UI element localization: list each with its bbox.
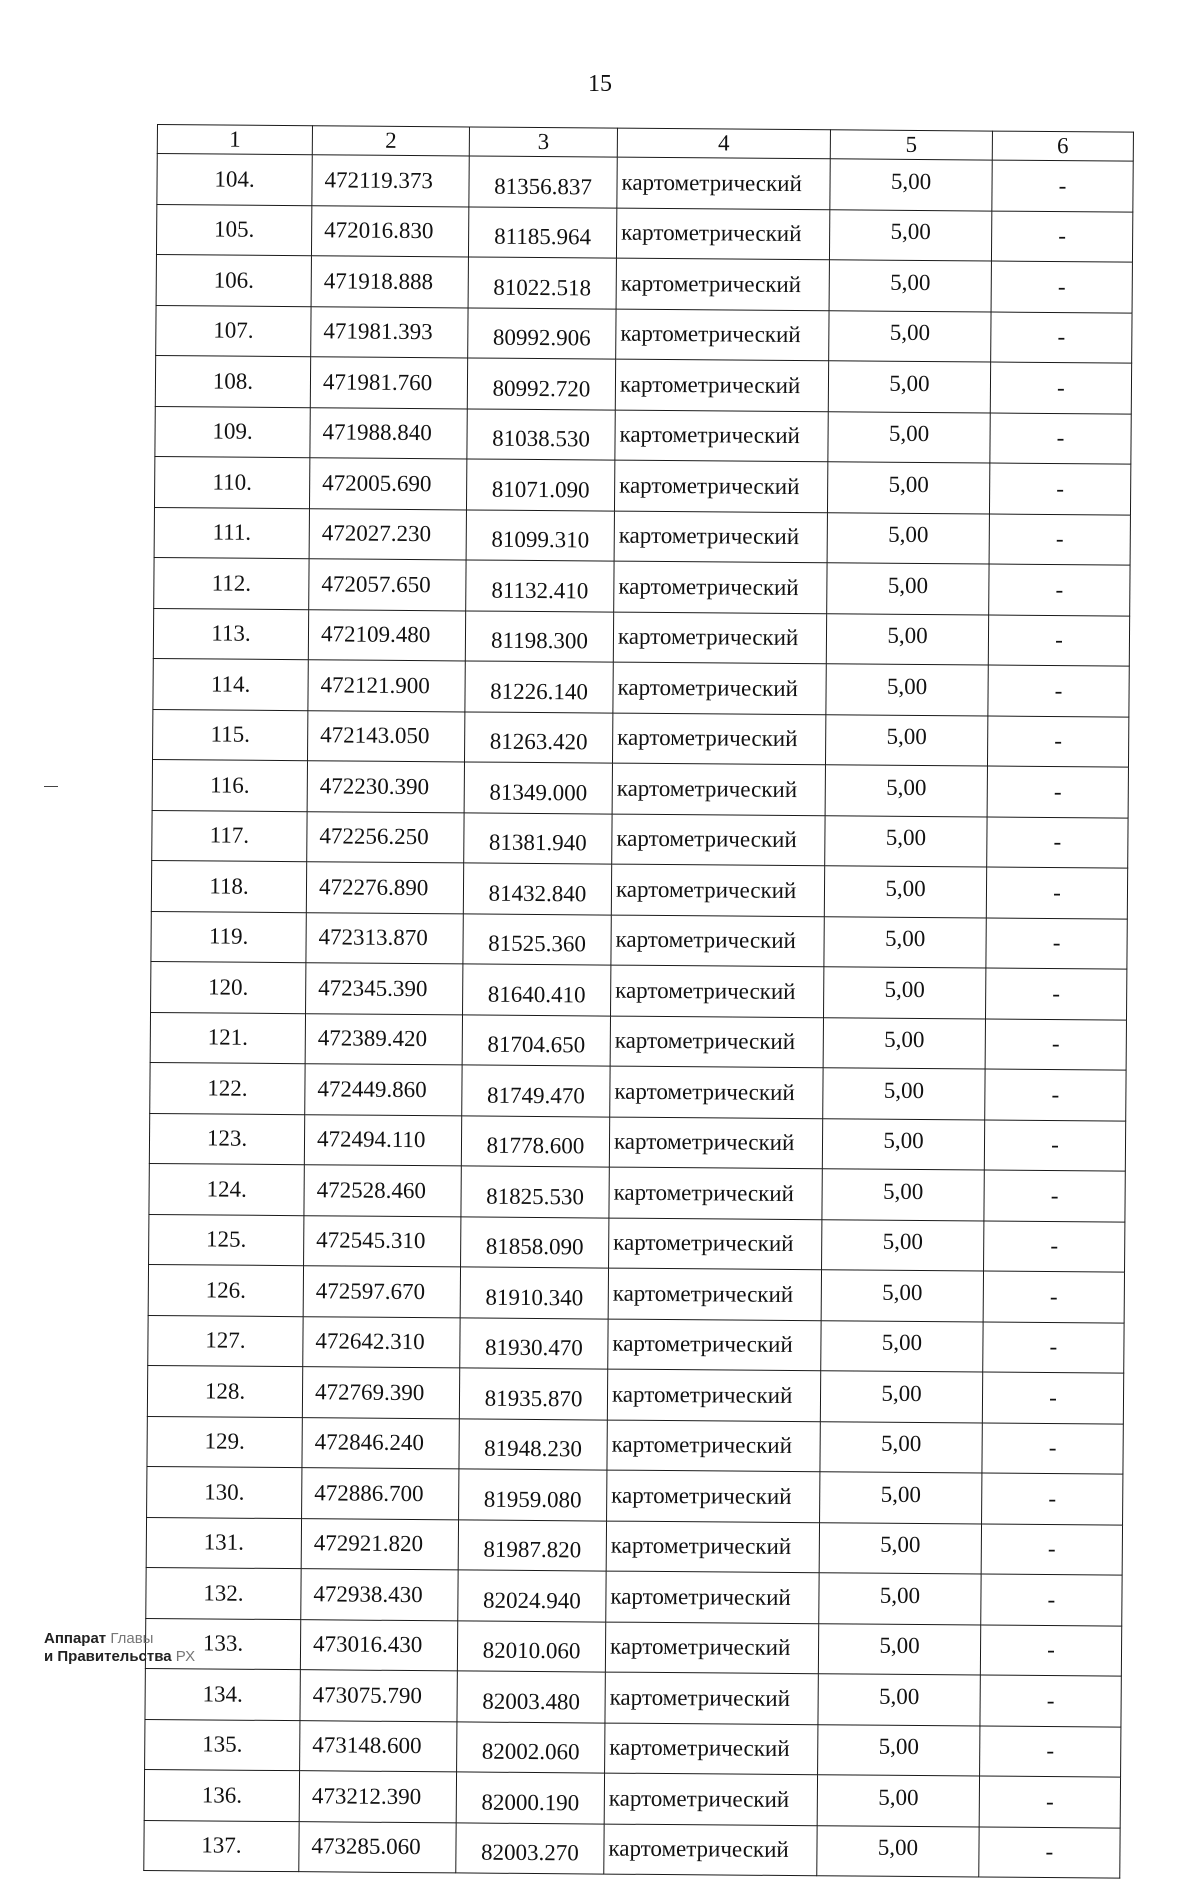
coord-x-cell: 471981.393	[311, 306, 468, 358]
table-row	[149, 1163, 1125, 1221]
point-number-cell: 125.	[149, 1214, 304, 1266]
coord-x-cell: 472027.230	[309, 508, 466, 560]
point-number-cell: 110.	[154, 456, 309, 508]
point-number-cell: 117.	[152, 810, 307, 862]
point-number-cell: 109.	[155, 406, 310, 458]
table-row	[153, 658, 1129, 716]
coord-x-cell: 472345.390	[306, 963, 463, 1015]
coord-y-cell: 81071.090	[466, 459, 614, 511]
coord-x-cell: 472057.650	[309, 559, 466, 611]
table-row	[156, 305, 1132, 363]
coord-y-cell: 81099.310	[466, 509, 614, 561]
coord-y-cell: 81132.410	[466, 560, 614, 612]
stamp-line-1-rest: Главы	[110, 1630, 154, 1647]
method-cell: картометрический	[605, 1672, 818, 1724]
method-cell: картометрический	[615, 410, 828, 462]
point-number-cell: 131.	[146, 1517, 301, 1569]
header-col-4: 4	[617, 128, 830, 159]
note-cell: -	[989, 514, 1130, 566]
coord-x-cell: 472119.373	[312, 155, 469, 207]
accuracy-cell: 5,00	[817, 1775, 979, 1827]
accuracy-cell: 5,00	[819, 1522, 981, 1574]
header-col-3: 3	[469, 127, 617, 157]
method-cell: картометрический	[611, 965, 824, 1017]
table-row	[151, 911, 1127, 969]
note-cell: -	[983, 1271, 1124, 1323]
coord-x-cell: 472642.310	[303, 1316, 460, 1368]
point-number-cell: 129.	[147, 1416, 302, 1468]
table-row	[148, 1315, 1124, 1373]
table-row	[157, 154, 1133, 212]
coord-y-cell: 81987.820	[458, 1519, 606, 1571]
method-cell: картометрический	[616, 208, 829, 260]
point-number-cell: 112.	[154, 557, 309, 609]
method-cell: картометрический	[611, 864, 824, 916]
accuracy-cell: 5,00	[824, 967, 986, 1019]
accuracy-cell: 5,00	[827, 512, 989, 564]
accuracy-cell: 5,00	[822, 1219, 984, 1271]
note-cell: -	[987, 766, 1128, 818]
accuracy-cell: 5,00	[823, 1017, 985, 1069]
method-cell: картометрический	[612, 763, 825, 815]
stamp-line-1-bold: Аппарат	[44, 1630, 107, 1647]
table-row	[144, 1820, 1120, 1878]
method-cell: картометрический	[608, 1268, 821, 1320]
coord-y-cell: 81749.470	[462, 1065, 610, 1117]
coord-y-cell: 81263.420	[464, 711, 612, 763]
method-cell: картометрический	[609, 1167, 822, 1219]
note-cell: -	[982, 1372, 1123, 1424]
coord-x-cell: 473285.060	[299, 1821, 456, 1873]
point-number-cell: 108.	[155, 355, 310, 407]
coord-x-cell: 472143.050	[308, 710, 465, 762]
note-cell: -	[989, 463, 1130, 515]
coord-y-cell: 81704.650	[462, 1014, 610, 1066]
table-row	[154, 557, 1130, 615]
coord-x-cell: 472528.460	[304, 1165, 461, 1217]
coord-y-cell: 82024.940	[458, 1570, 606, 1622]
accuracy-cell: 5,00	[820, 1371, 982, 1423]
note-cell: -	[985, 1019, 1126, 1071]
point-number-cell: 106.	[156, 254, 311, 306]
coord-y-cell: 82003.480	[457, 1671, 605, 1723]
coord-y-cell: 80992.720	[467, 358, 615, 410]
coord-y-cell: 81935.870	[459, 1368, 607, 1420]
point-number-cell: 122.	[150, 1062, 305, 1114]
point-number-cell: 118.	[151, 860, 306, 912]
table-body	[144, 154, 1133, 1879]
point-number-cell: 116.	[152, 759, 307, 811]
note-cell: -	[992, 160, 1133, 212]
note-cell: -	[984, 1170, 1125, 1222]
method-cell: картометрический	[605, 1622, 818, 1674]
coord-y-cell: 81226.140	[465, 661, 613, 713]
coord-x-cell: 472109.480	[308, 609, 465, 661]
method-cell: картометрический	[604, 1773, 817, 1825]
stamp-line-2-rest: РХ	[175, 1648, 196, 1665]
accuracy-cell: 5,00	[818, 1674, 980, 1726]
table-row	[156, 204, 1132, 262]
point-number-cell: 114.	[153, 658, 308, 710]
table-row	[150, 1012, 1126, 1070]
coord-y-cell: 81038.530	[467, 408, 615, 460]
note-cell: -	[980, 1726, 1121, 1778]
table-row	[155, 406, 1131, 464]
coord-x-cell: 472389.420	[305, 1013, 462, 1065]
note-cell: -	[991, 211, 1132, 263]
table-row	[155, 355, 1131, 413]
method-cell: картометрический	[610, 1066, 823, 1118]
coord-x-cell: 472921.820	[301, 1518, 458, 1570]
coord-y-cell: 81930.470	[460, 1317, 608, 1369]
point-number-cell: 105.	[156, 204, 311, 256]
note-cell: -	[982, 1473, 1123, 1525]
stamp-line-1	[44, 1630, 195, 1648]
coord-y-cell: 82000.190	[456, 1772, 604, 1824]
coord-x-cell: 472005.690	[309, 458, 466, 510]
accuracy-cell: 5,00	[818, 1623, 980, 1675]
table-row	[154, 456, 1130, 514]
coordinates-table	[143, 124, 1134, 1879]
accuracy-cell: 5,00	[823, 1068, 985, 1120]
table-row	[150, 1062, 1126, 1120]
coord-y-cell: 81381.940	[464, 812, 612, 864]
accuracy-cell: 5,00	[824, 866, 986, 918]
table-row	[153, 608, 1129, 666]
coord-x-cell: 472449.860	[305, 1064, 462, 1116]
coord-y-cell: 81959.080	[459, 1469, 607, 1521]
coord-x-cell: 472846.240	[302, 1417, 459, 1469]
point-number-cell: 107.	[156, 305, 311, 357]
point-number-cell: 127.	[148, 1315, 303, 1367]
note-cell: -	[980, 1625, 1121, 1677]
note-cell: -	[979, 1776, 1120, 1828]
point-number-cell: 135.	[145, 1719, 300, 1771]
coord-x-cell: 472938.430	[301, 1569, 458, 1621]
note-cell: -	[989, 564, 1130, 616]
coord-x-cell: 472886.700	[302, 1468, 459, 1520]
accuracy-cell: 5,00	[830, 159, 992, 211]
accuracy-cell: 5,00	[826, 613, 988, 665]
page-number: 15	[588, 71, 612, 97]
coord-x-cell: 472494.110	[304, 1114, 461, 1166]
organization-stamp	[44, 1630, 195, 1666]
header-col-2: 2	[312, 126, 469, 156]
coord-y-cell: 82002.060	[457, 1721, 605, 1773]
method-cell: картометрический	[616, 258, 829, 310]
accuracy-cell: 5,00	[829, 209, 991, 261]
note-cell: -	[987, 817, 1128, 869]
method-cell: картометрический	[609, 1218, 822, 1270]
coord-y-cell: 81825.530	[461, 1166, 609, 1218]
coord-x-cell: 471988.840	[310, 407, 467, 459]
coord-x-cell: 472256.250	[307, 811, 464, 863]
header-col-1: 1	[157, 125, 312, 155]
coord-x-cell: 473075.790	[300, 1670, 457, 1722]
method-cell: картометрический	[617, 157, 830, 209]
accuracy-cell: 5,00	[822, 1118, 984, 1170]
coord-x-cell: 472597.670	[303, 1266, 460, 1318]
coord-y-cell: 81022.518	[468, 257, 616, 309]
coord-y-cell: 81185.964	[468, 206, 616, 258]
point-number-cell: 111.	[154, 507, 309, 559]
coord-y-cell: 81432.840	[463, 863, 611, 915]
accuracy-cell: 5,00	[825, 815, 987, 867]
method-cell: картометрический	[616, 309, 829, 361]
method-cell: картометрический	[608, 1319, 821, 1371]
coord-y-cell: 81778.600	[461, 1115, 609, 1167]
method-cell: картометрический	[612, 814, 825, 866]
note-cell: -	[991, 312, 1132, 364]
point-number-cell: 130.	[147, 1466, 302, 1518]
note-cell: -	[988, 615, 1129, 667]
point-number-cell: 113.	[153, 608, 308, 660]
coord-x-cell: 471918.888	[311, 256, 468, 308]
coord-x-cell: 472276.890	[306, 862, 463, 914]
note-cell: -	[986, 867, 1127, 919]
accuracy-cell: 5,00	[829, 260, 991, 312]
header-col-5: 5	[830, 130, 992, 160]
table-row	[152, 759, 1128, 817]
margin-mark	[44, 786, 58, 787]
accuracy-cell: 5,00	[828, 361, 990, 413]
accuracy-cell: 5,00	[817, 1825, 979, 1877]
header-col-6: 6	[992, 131, 1133, 161]
note-cell: -	[986, 918, 1127, 970]
note-cell: -	[991, 261, 1132, 313]
point-number-cell: 133.	[145, 1618, 300, 1670]
note-cell: -	[984, 1120, 1125, 1172]
accuracy-cell: 5,00	[821, 1270, 983, 1322]
note-cell: -	[990, 362, 1131, 414]
table-row	[144, 1769, 1120, 1827]
method-cell: картометрический	[604, 1824, 817, 1876]
method-cell: картометрический	[613, 612, 826, 664]
accuracy-cell: 5,00	[822, 1169, 984, 1221]
accuracy-cell: 5,00	[820, 1472, 982, 1524]
coord-y-cell: 81640.410	[463, 964, 611, 1016]
point-number-cell: 119.	[151, 911, 306, 963]
coord-y-cell: 82010.060	[457, 1620, 605, 1672]
note-cell: -	[981, 1524, 1122, 1576]
note-cell: -	[985, 968, 1126, 1020]
accuracy-cell: 5,00	[829, 310, 991, 362]
coord-x-cell: 472230.390	[307, 761, 464, 813]
coord-x-cell: 473016.430	[300, 1619, 457, 1671]
point-number-cell: 136.	[144, 1769, 299, 1821]
accuracy-cell: 5,00	[827, 462, 989, 514]
method-cell: картометрический	[607, 1369, 820, 1421]
point-number-cell: 120.	[151, 961, 306, 1013]
point-number-cell: 134.	[145, 1668, 300, 1720]
point-number-cell: 104.	[157, 154, 312, 206]
table-row	[146, 1517, 1122, 1575]
coord-y-cell: 81525.360	[463, 913, 611, 965]
coord-y-cell: 81198.300	[465, 610, 613, 662]
method-cell: картометрический	[614, 561, 827, 613]
method-cell: картометрический	[613, 662, 826, 714]
accuracy-cell: 5,00	[819, 1573, 981, 1625]
point-number-cell: 137.	[144, 1820, 299, 1872]
method-cell: картометрический	[606, 1521, 819, 1573]
method-cell: картометрический	[607, 1470, 820, 1522]
coord-y-cell: 82003.270	[456, 1822, 604, 1874]
accuracy-cell: 5,00	[825, 714, 987, 766]
coord-x-cell: 472016.830	[311, 205, 468, 257]
method-cell: картометрический	[615, 359, 828, 411]
method-cell: картометрический	[614, 460, 827, 512]
accuracy-cell: 5,00	[826, 664, 988, 716]
coord-x-cell: 472545.310	[304, 1215, 461, 1267]
accuracy-cell: 5,00	[820, 1421, 982, 1473]
coord-x-cell: 472313.870	[306, 912, 463, 964]
point-number-cell: 132.	[146, 1567, 301, 1619]
point-number-cell: 115.	[153, 709, 308, 761]
method-cell: картометрический	[612, 713, 825, 765]
coord-x-cell: 472121.900	[308, 660, 465, 712]
table-row	[152, 810, 1128, 868]
accuracy-cell: 5,00	[828, 411, 990, 463]
coord-y-cell: 80992.906	[468, 307, 616, 359]
accuracy-cell: 5,00	[821, 1320, 983, 1372]
table-row	[147, 1466, 1123, 1524]
note-cell: -	[990, 413, 1131, 465]
table-row	[151, 860, 1127, 918]
note-cell: -	[988, 665, 1129, 717]
coord-x-cell: 473148.600	[300, 1720, 457, 1772]
coord-y-cell: 81948.230	[459, 1418, 607, 1470]
method-cell: картометрический	[606, 1571, 819, 1623]
accuracy-cell: 5,00	[824, 916, 986, 968]
coord-x-cell: 471981.760	[310, 357, 467, 409]
table-row	[149, 1214, 1125, 1272]
table-row	[146, 1567, 1122, 1625]
table-row	[148, 1264, 1124, 1322]
method-cell: картометрический	[607, 1420, 820, 1472]
method-cell: картометрический	[614, 511, 827, 563]
table-row	[145, 1719, 1121, 1777]
point-number-cell: 121.	[150, 1012, 305, 1064]
coord-y-cell: 81910.340	[460, 1267, 608, 1319]
coord-y-cell: 81356.837	[469, 156, 617, 208]
table-row	[147, 1365, 1123, 1423]
table-row	[151, 961, 1127, 1019]
accuracy-cell: 5,00	[827, 563, 989, 615]
table-row	[154, 507, 1130, 565]
stamp-line-2	[44, 1648, 195, 1666]
method-cell: картометрический	[610, 1016, 823, 1068]
stamp-line-2-bold: и Правительства	[44, 1648, 172, 1665]
method-cell: картометрический	[611, 915, 824, 967]
point-number-cell: 128.	[147, 1365, 302, 1417]
note-cell: -	[985, 1069, 1126, 1121]
note-cell: -	[981, 1574, 1122, 1626]
method-cell: картометрический	[609, 1117, 822, 1169]
coord-y-cell: 81858.090	[461, 1216, 609, 1268]
table-row	[145, 1618, 1121, 1676]
point-number-cell: 124.	[149, 1163, 304, 1215]
table-row	[156, 254, 1132, 312]
note-cell: -	[983, 1322, 1124, 1374]
table-row	[153, 709, 1129, 767]
note-cell: -	[987, 716, 1128, 768]
point-number-cell: 126.	[148, 1264, 303, 1316]
coord-x-cell: 472769.390	[302, 1367, 459, 1419]
coord-y-cell: 81349.000	[464, 762, 612, 814]
note-cell: -	[984, 1221, 1125, 1273]
note-cell: -	[979, 1827, 1120, 1879]
table-row	[147, 1416, 1123, 1474]
table-row	[149, 1113, 1125, 1171]
method-cell: картометрический	[605, 1723, 818, 1775]
note-cell: -	[982, 1423, 1123, 1475]
point-number-cell: 123.	[149, 1113, 304, 1165]
accuracy-cell: 5,00	[818, 1724, 980, 1776]
accuracy-cell: 5,00	[825, 765, 987, 817]
note-cell: -	[980, 1675, 1121, 1727]
coord-x-cell: 473212.390	[299, 1771, 456, 1823]
